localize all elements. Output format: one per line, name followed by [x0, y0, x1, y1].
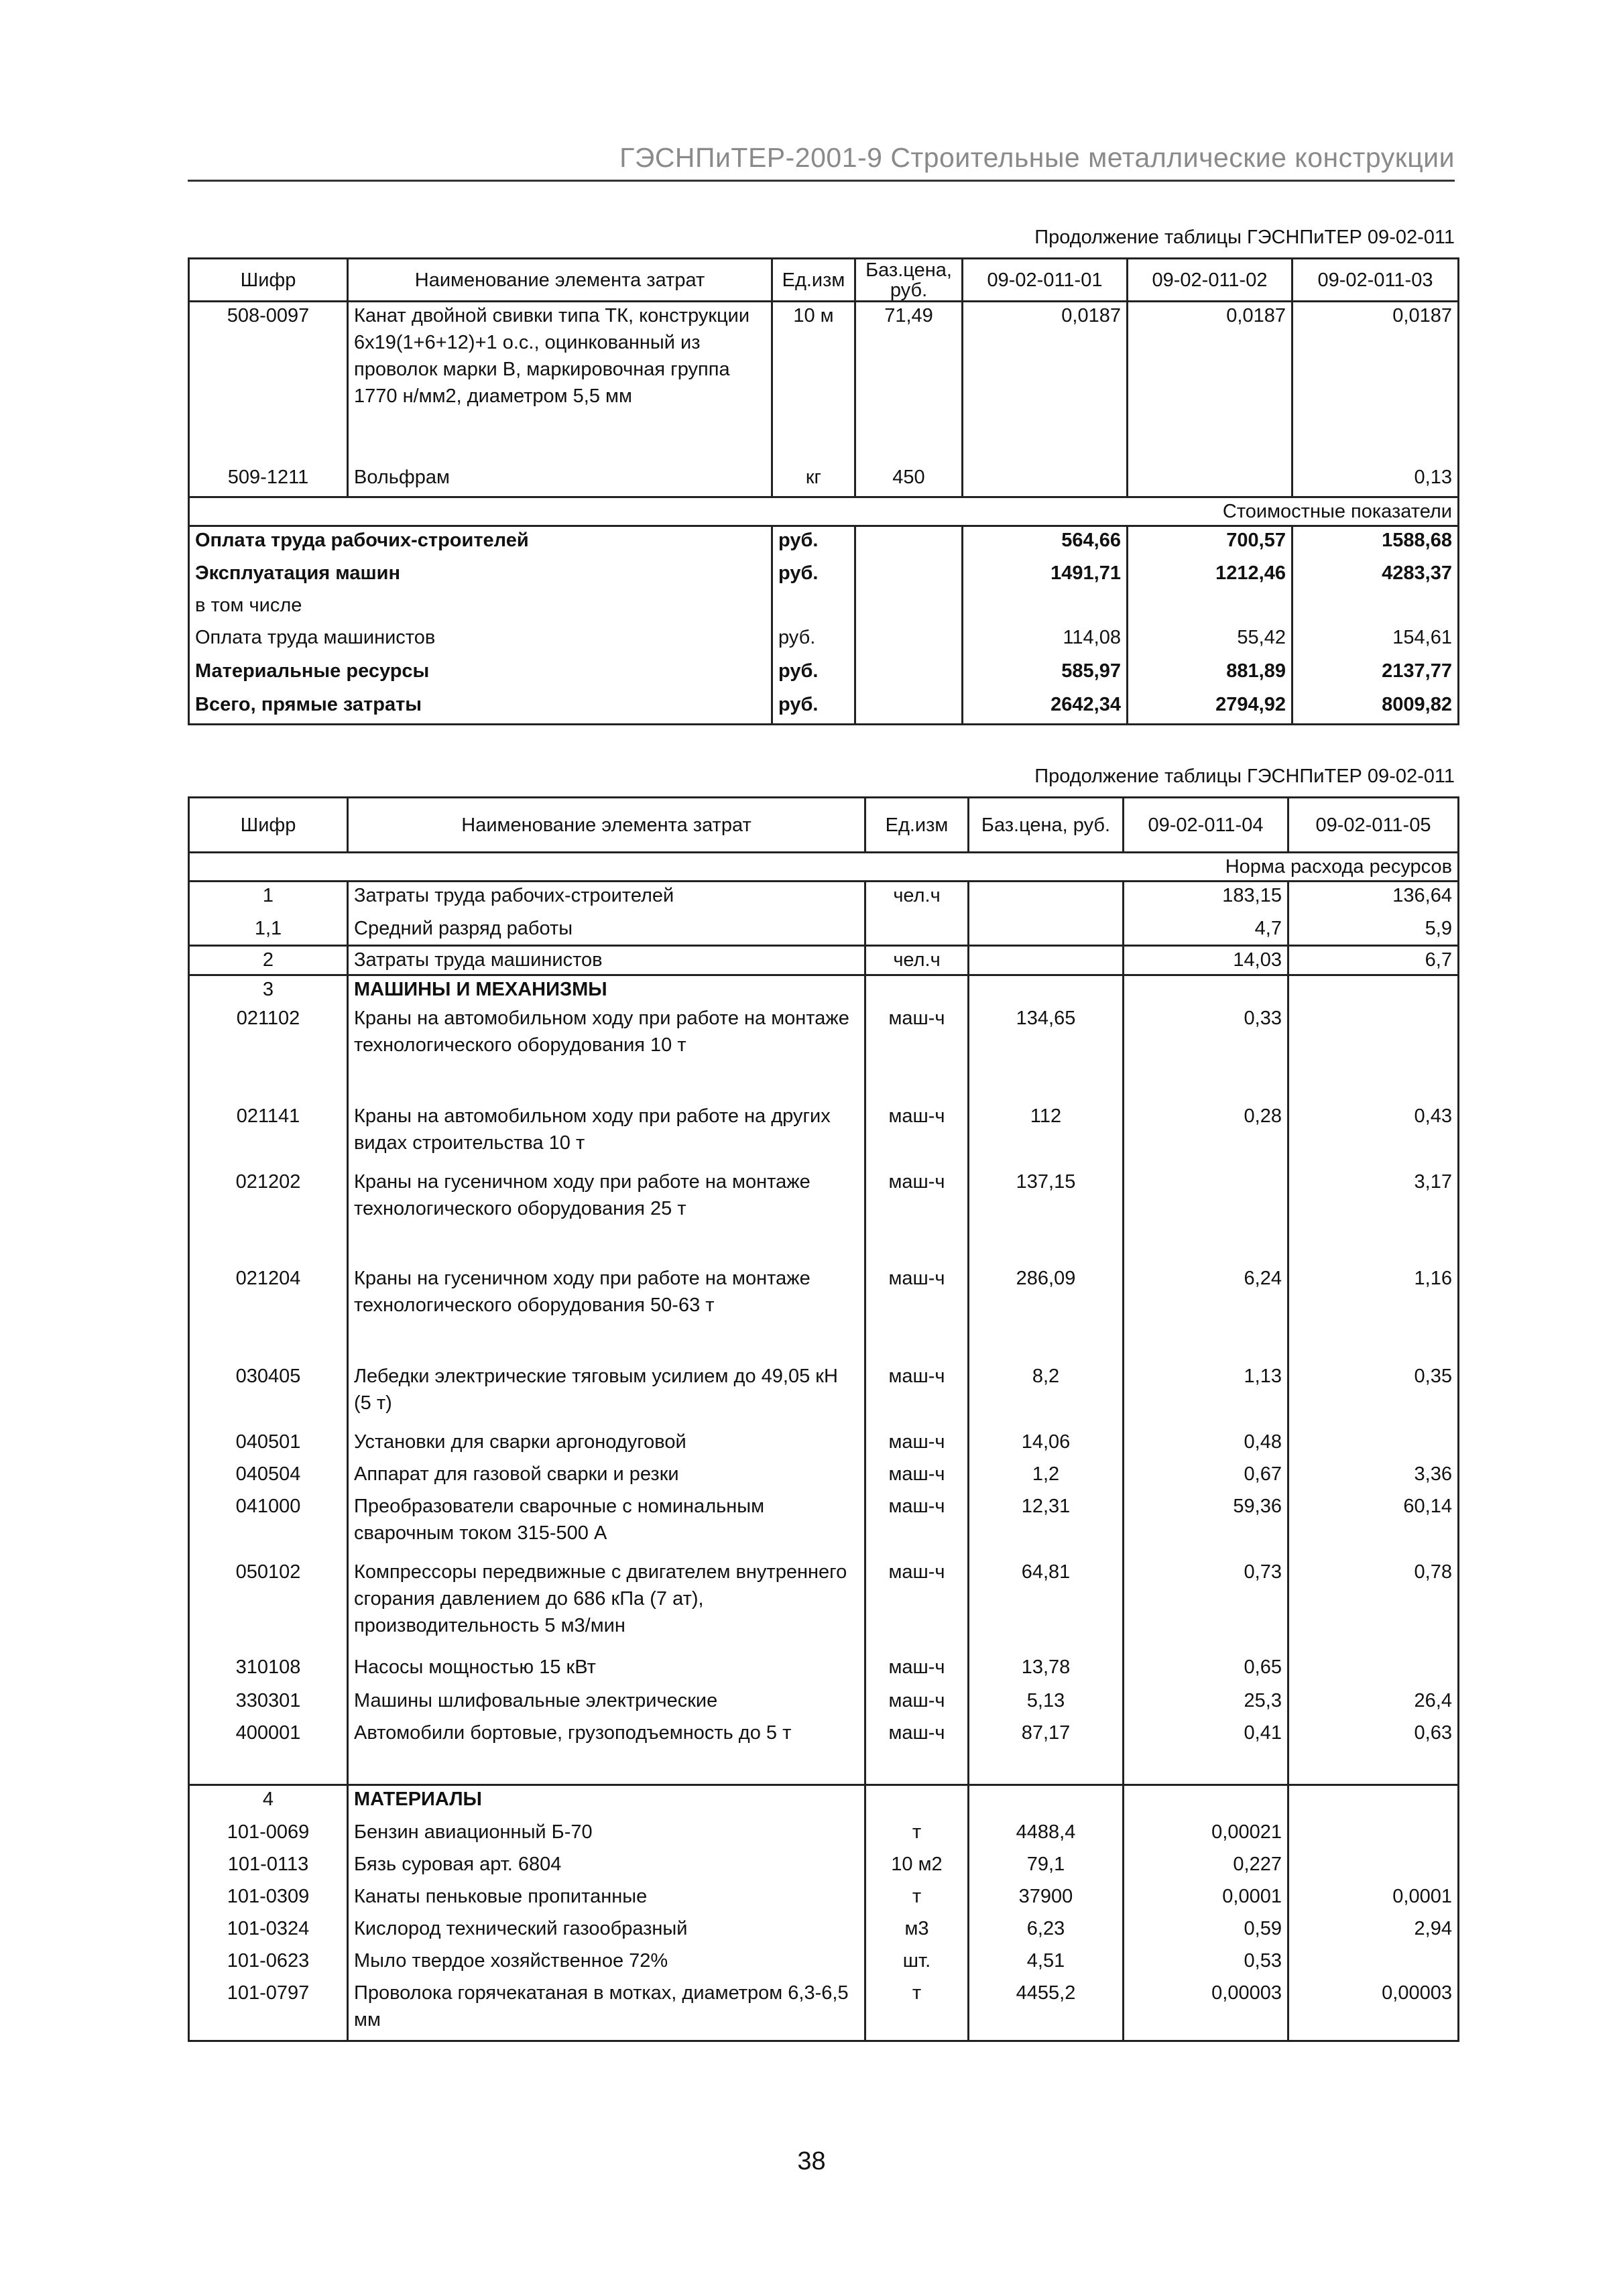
row-unit: т	[865, 1819, 969, 1851]
table2	[188, 796, 1459, 2042]
row-name: Аппарат для газовой сварки и резки	[348, 1461, 865, 1493]
row-name: МАШИНЫ И МЕХАНИЗМЫ	[348, 975, 865, 1005]
cost-name: Всего, прямые затраты	[195, 693, 422, 715]
col-header-code: Шифр	[189, 259, 348, 302]
row-code: 021102	[189, 1005, 348, 1103]
row-rate-4: 0,0001	[1124, 1883, 1288, 1915]
row-rate-5: 0,43	[1414, 1105, 1452, 1127]
row-price: 4,51	[969, 1947, 1124, 1980]
col-header-code: Шифр	[189, 798, 348, 853]
row-name: Компрессоры передвижные с двигателем внутреннего сгорания давлением до 686 кПа (7 ат), производительность 5 м3/мин	[348, 1559, 865, 1654]
row-code: 041000	[189, 1493, 348, 1559]
table-row	[189, 975, 1459, 1005]
table-row	[189, 464, 1459, 497]
resource-rate-3: 0,13	[1414, 466, 1452, 488]
row-unit	[865, 1785, 969, 1819]
table-row	[189, 1168, 1459, 1265]
row-rate-4: 4,7	[1124, 915, 1288, 946]
row-rate-5	[1288, 1785, 1459, 1819]
row-rate-5: 6,7	[1425, 949, 1452, 971]
row-unit: маш-ч	[865, 1461, 969, 1493]
cost-name: Материальные ресурсы	[195, 660, 430, 682]
row-rate-5: 0,00003	[1382, 1982, 1452, 2004]
row-code: 021202	[189, 1168, 348, 1265]
cost-row	[189, 560, 1459, 592]
row-name: Краны на гусеничном ходу при работе на монтаже технологического оборудования 25 т	[348, 1168, 865, 1265]
cost-value-2: 1212,46	[1128, 560, 1293, 592]
cost-unit: руб.	[772, 526, 855, 560]
resource-rate-1	[963, 464, 1128, 497]
row-unit: маш-ч	[865, 1719, 969, 1785]
row-rate-4: 0,33	[1124, 1005, 1288, 1103]
cost-value-3: 1588,68	[1382, 530, 1452, 551]
row-rate-5: 0,63	[1414, 1721, 1452, 1744]
row-rate-4: 6,24	[1124, 1265, 1288, 1363]
col-header-rate-4: 09-02-011-04	[1124, 798, 1288, 853]
row-unit: маш-ч	[865, 1103, 969, 1168]
table-row	[189, 1687, 1459, 1719]
row-rate-4: 183,15	[1124, 882, 1288, 915]
table1-continuation-label: Продолжение таблицы ГЭСНПиТЕР 09-02-011	[1034, 227, 1455, 248]
row-name: Преобразователи сварочные с номинальным сварочным током 315-500 А	[348, 1493, 865, 1559]
section-label-norm: Норма расхода ресурсов	[1225, 856, 1452, 878]
table-row	[189, 1559, 1459, 1654]
row-price	[969, 1785, 1124, 1819]
row-price	[969, 915, 1124, 946]
row-code: 101-0324	[189, 1915, 348, 1947]
row-code: 040501	[189, 1429, 348, 1461]
page-number: 38	[797, 2147, 826, 2175]
row-code: 101-0113	[189, 1851, 348, 1883]
table2-header-row	[189, 798, 1459, 853]
row-code: 030405	[189, 1363, 348, 1429]
row-code: 101-0069	[189, 1819, 348, 1851]
col-header-rate-3: 09-02-011-03	[1317, 269, 1433, 291]
row-price: 137,15	[969, 1168, 1124, 1265]
row-unit: маш-ч	[865, 1005, 969, 1103]
row-price: 4488,4	[969, 1819, 1124, 1851]
row-rate-5	[1288, 1947, 1459, 1980]
row-name: Затраты труда машинистов	[348, 946, 865, 975]
row-code: 1	[189, 882, 348, 915]
table-row	[189, 915, 1459, 946]
row-code: 3	[189, 975, 348, 1005]
cost-row	[189, 526, 1459, 560]
row-rate-4	[1124, 1785, 1288, 1819]
cost-value-1: 114,08	[963, 624, 1128, 658]
cost-unit: руб.	[772, 560, 855, 592]
row-code: 4	[189, 1785, 348, 1819]
row-price: 8,2	[969, 1363, 1124, 1429]
row-name: Автомобили бортовые, грузоподъемность до 5 т	[348, 1719, 865, 1785]
row-name: Проволока горячекатаная в мотках, диаметром 6,3-6,5 мм	[348, 1980, 865, 2041]
table-row	[189, 882, 1459, 915]
row-rate-5: 2,94	[1414, 1917, 1452, 1939]
row-price	[969, 946, 1124, 975]
cost-value-2: 55,42	[1128, 624, 1293, 658]
row-rate-5: 0,35	[1414, 1365, 1452, 1387]
col-header-price: Баз.цена, руб.	[969, 798, 1124, 853]
row-rate-5: 5,9	[1425, 917, 1452, 939]
resource-price: 71,49	[855, 302, 963, 464]
row-rate-5: 26,4	[1414, 1689, 1452, 1711]
table-row	[189, 1980, 1459, 2041]
cost-value-1: 564,66	[963, 526, 1128, 560]
row-rate-5: 3,17	[1414, 1170, 1452, 1193]
row-name: Краны на гусеничном ходу при работе на монтаже технологического оборудования 50-63 т	[348, 1265, 865, 1363]
cost-value-2: 2794,92	[1128, 691, 1293, 725]
cost-value-1: 1491,71	[963, 560, 1128, 592]
row-rate-4: 0,65	[1124, 1654, 1288, 1687]
resource-rate-3: 0,0187	[1392, 305, 1452, 326]
row-rate-5: 136,64	[1392, 885, 1452, 906]
table-row	[189, 1363, 1459, 1429]
col-header-rate-5: 09-02-011-05	[1315, 814, 1431, 836]
resource-rate-1: 0,0187	[963, 302, 1128, 464]
col-header-name: Наименование элемента затрат	[348, 798, 865, 853]
row-price: 4455,2	[969, 1980, 1124, 2041]
row-unit	[865, 975, 969, 1005]
table-row	[189, 1005, 1459, 1103]
row-code: 2	[189, 946, 348, 975]
resource-name: Вольфрам	[348, 464, 772, 497]
row-name: Установки для сварки аргонодуговой	[348, 1429, 865, 1461]
row-rate-5	[1288, 1851, 1459, 1883]
table-row	[189, 1883, 1459, 1915]
row-name: Затраты труда рабочих-строителей	[348, 882, 865, 915]
row-unit: чел.ч	[865, 882, 969, 915]
row-price: 112	[969, 1103, 1124, 1168]
row-rate-5: 0,0001	[1392, 1885, 1452, 1907]
table-row	[189, 1947, 1459, 1980]
cost-value-3: 8009,82	[1382, 693, 1452, 715]
row-price: 6,23	[969, 1915, 1124, 1947]
resource-code: 509-1211	[189, 464, 348, 497]
table-row	[189, 1915, 1459, 1947]
row-name: Мыло твердое хозяйственное 72%	[348, 1947, 865, 1980]
cost-value-3: 154,61	[1392, 626, 1452, 648]
row-rate-5: 1,16	[1414, 1267, 1452, 1289]
cost-name: в том числе	[195, 594, 302, 616]
cost-row	[189, 691, 1459, 725]
row-rate-4	[1124, 1168, 1288, 1265]
resource-unit: 10 м	[772, 302, 855, 464]
table-row	[189, 1493, 1459, 1559]
cost-value-3: 4283,37	[1382, 562, 1452, 584]
row-unit	[865, 915, 969, 946]
col-header-price: Баз.цена, руб.	[855, 259, 963, 302]
row-unit: шт.	[865, 1947, 969, 1980]
row-name: Машины шлифовальные электрические	[348, 1687, 865, 1719]
row-price: 87,17	[969, 1719, 1124, 1785]
row-rate-4: 14,03	[1124, 946, 1288, 975]
cost-value-1: 585,97	[963, 658, 1128, 691]
col-header-unit: Ед.изм	[772, 259, 855, 302]
cost-unit: руб.	[772, 691, 855, 725]
row-name: Краны на автомобильном ходу при работе на других видах строительства 10 т	[348, 1103, 865, 1168]
table2-body	[189, 882, 1459, 2041]
table1-header-row	[189, 259, 1459, 302]
row-unit: маш-ч	[865, 1654, 969, 1687]
section-label-cost-indicators: Стоимостные показатели	[1222, 501, 1452, 522]
row-unit: чел.ч	[865, 946, 969, 975]
row-price: 1,2	[969, 1461, 1124, 1493]
row-code: 400001	[189, 1719, 348, 1785]
cost-unit: руб.	[772, 624, 855, 658]
row-name: Насосы мощностью 15 кВт	[348, 1654, 865, 1687]
cost-name: Эксплуатация машин	[195, 562, 401, 584]
row-rate-5: 3,36	[1414, 1463, 1452, 1485]
row-price: 5,13	[969, 1687, 1124, 1719]
document-title: ГЭСНПиТЕР-2001-9 Строительные металлические конструкции	[619, 142, 1455, 173]
row-rate-4: 25,3	[1124, 1687, 1288, 1719]
row-price: 286,09	[969, 1265, 1124, 1363]
col-header-name: Наименование элемента затрат	[348, 259, 772, 302]
row-rate-5	[1288, 1005, 1459, 1103]
row-rate-5	[1288, 1429, 1459, 1461]
row-rate-4: 0,00021	[1124, 1819, 1288, 1851]
cost-row	[189, 658, 1459, 691]
row-price	[969, 975, 1124, 1005]
row-name: Средний разряд работы	[348, 915, 865, 946]
row-price: 79,1	[969, 1851, 1124, 1883]
row-code: 330301	[189, 1687, 348, 1719]
resource-rate-2: 0,0187	[1128, 302, 1293, 464]
table-row	[189, 302, 1459, 464]
row-unit: маш-ч	[865, 1265, 969, 1363]
row-rate-4: 0,48	[1124, 1429, 1288, 1461]
header-rule	[188, 180, 1455, 182]
cost-value-3: 2137,77	[1382, 660, 1452, 682]
table-row	[189, 1819, 1459, 1851]
row-unit: 10 м2	[865, 1851, 969, 1883]
row-code: 1,1	[189, 915, 348, 946]
resource-price: 450	[855, 464, 963, 497]
row-price: 64,81	[969, 1559, 1124, 1654]
row-code: 050102	[189, 1559, 348, 1654]
row-code: 040504	[189, 1461, 348, 1493]
row-rate-4: 59,36	[1124, 1493, 1288, 1559]
cost-name: Оплата труда рабочих-строителей	[195, 530, 529, 551]
row-price: 12,31	[969, 1493, 1124, 1559]
row-rate-4: 0,67	[1124, 1461, 1288, 1493]
row-code: 101-0797	[189, 1980, 348, 2041]
row-name: Канаты пеньковые пропитанные	[348, 1883, 865, 1915]
table-row	[189, 1719, 1459, 1785]
row-price: 37900	[969, 1883, 1124, 1915]
row-rate-4: 0,53	[1124, 1947, 1288, 1980]
row-rate-4: 0,28	[1124, 1103, 1288, 1168]
row-rate-5	[1288, 1654, 1459, 1687]
row-name: Бязь суровая арт. 6804	[348, 1851, 865, 1883]
table2-continuation-label: Продолжение таблицы ГЭСНПиТЕР 09-02-011	[1034, 766, 1455, 787]
col-header-rate-1: 09-02-011-01	[963, 259, 1128, 302]
row-rate-4: 0,73	[1124, 1559, 1288, 1654]
row-name: Краны на автомобильном ходу при работе на монтаже технологического оборудования 10 т	[348, 1005, 865, 1103]
resource-rate-2	[1128, 464, 1293, 497]
row-unit: т	[865, 1980, 969, 2041]
row-unit: маш-ч	[865, 1687, 969, 1719]
row-unit: маш-ч	[865, 1168, 969, 1265]
section-row	[189, 497, 1459, 526]
table1	[188, 257, 1459, 725]
cost-name: Оплата труда машинистов	[195, 626, 436, 648]
row-unit: маш-ч	[865, 1493, 969, 1559]
row-rate-4: 1,13	[1124, 1363, 1288, 1429]
running-header	[188, 142, 1455, 177]
resource-unit: кг	[772, 464, 855, 497]
row-rate-5: 60,14	[1403, 1495, 1452, 1517]
cost-row	[189, 592, 1459, 624]
row-unit: маш-ч	[865, 1363, 969, 1429]
row-name: МАТЕРИАЛЫ	[348, 1785, 865, 1819]
row-rate-4: 0,41	[1124, 1719, 1288, 1785]
table-row	[189, 1851, 1459, 1883]
cost-value-1: 2642,34	[963, 691, 1128, 725]
row-unit: м3	[865, 1915, 969, 1947]
row-price	[969, 882, 1124, 915]
row-unit: маш-ч	[865, 1559, 969, 1654]
row-code: 101-0309	[189, 1883, 348, 1915]
cost-value-2: 700,57	[1128, 526, 1293, 560]
row-code: 101-0623	[189, 1947, 348, 1980]
row-code: 021141	[189, 1103, 348, 1168]
row-unit: т	[865, 1883, 969, 1915]
resource-code: 508-0097	[189, 302, 348, 464]
table-row	[189, 1265, 1459, 1363]
cost-row	[189, 624, 1459, 658]
row-name: Кислород технический газообразный	[348, 1915, 865, 1947]
table-row	[189, 1654, 1459, 1687]
table-row	[189, 1785, 1459, 1819]
row-rate-4: 0,00003	[1124, 1980, 1288, 2041]
row-rate-5	[1288, 1819, 1459, 1851]
row-rate-5: 0,78	[1414, 1561, 1452, 1583]
row-rate-5	[1288, 975, 1459, 1005]
row-name: Лебедки электрические тяговым усилием до 49,05 кН (5 т)	[348, 1363, 865, 1429]
row-price: 134,65	[969, 1005, 1124, 1103]
col-header-rate-2: 09-02-011-02	[1128, 259, 1293, 302]
row-code: 021204	[189, 1265, 348, 1363]
table-row	[189, 1429, 1459, 1461]
cost-unit: руб.	[772, 658, 855, 691]
row-rate-4: 0,227	[1124, 1851, 1288, 1883]
cost-value-2: 881,89	[1128, 658, 1293, 691]
row-code: 310108	[189, 1654, 348, 1687]
section-row	[189, 853, 1459, 882]
resource-name: Канат двойной свивки типа ТК, конструкции 6х19(1+6+12)+1 о.с., оцинкованный из проволок марки В, маркировочная группа 1770 н/мм2, диаметром 5,5 мм	[348, 302, 772, 464]
row-name: Бензин авиационный Б-70	[348, 1819, 865, 1851]
row-unit: маш-ч	[865, 1429, 969, 1461]
col-header-unit: Ед.изм	[865, 798, 969, 853]
row-price: 14,06	[969, 1429, 1124, 1461]
table-row	[189, 946, 1459, 975]
row-rate-4: 0,59	[1124, 1915, 1288, 1947]
row-rate-4	[1124, 975, 1288, 1005]
table-row	[189, 1103, 1459, 1168]
table-row	[189, 1461, 1459, 1493]
row-price: 13,78	[969, 1654, 1124, 1687]
